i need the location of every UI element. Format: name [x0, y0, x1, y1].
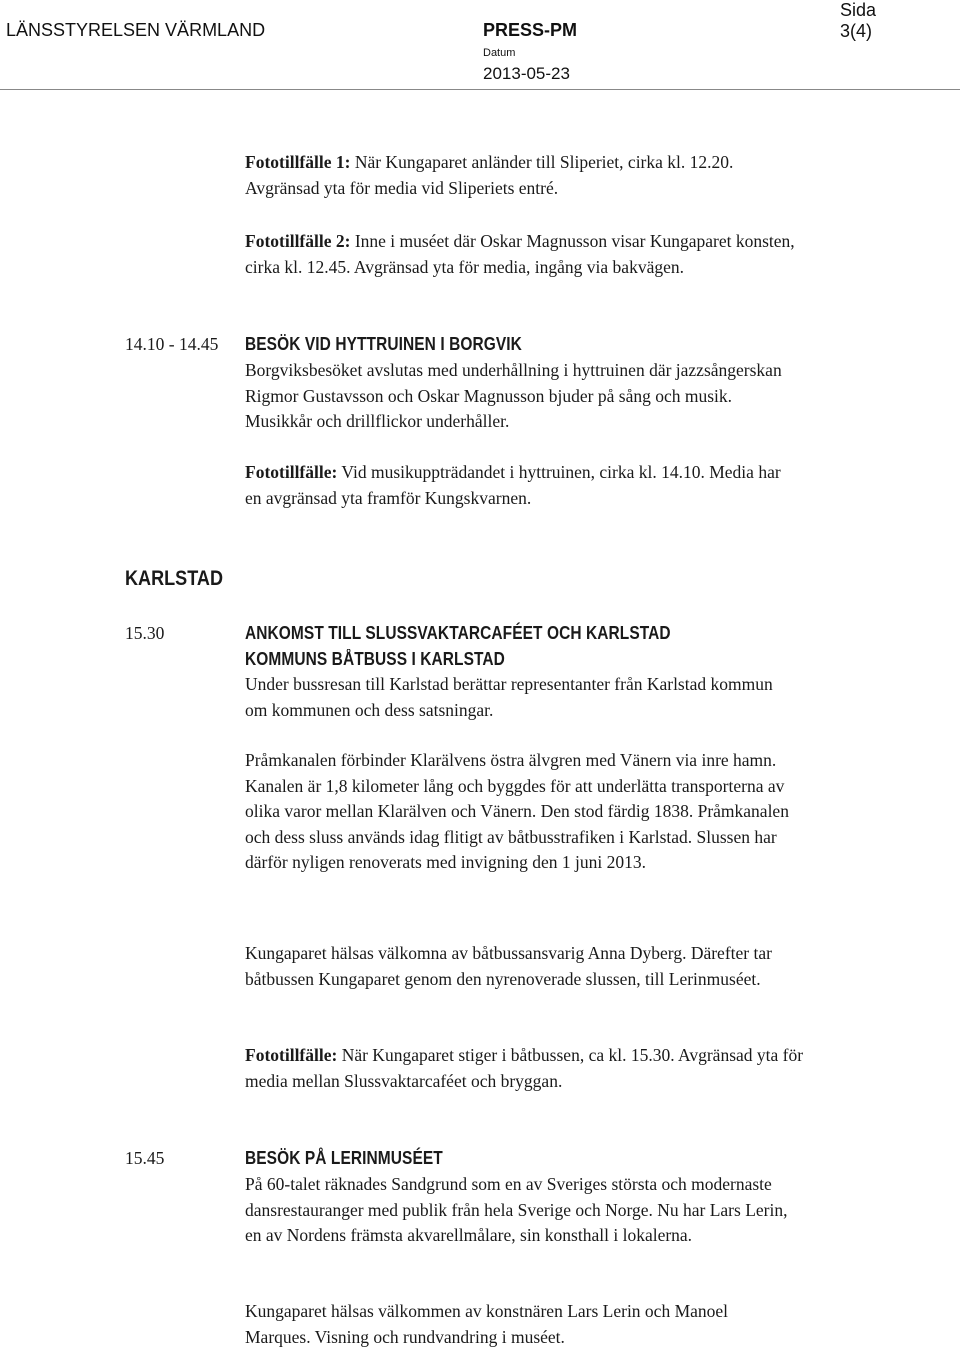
photo-opportunity-text: När Kungaparet stiger i båtbussen, ca kl. 15.30. Avgränsad yta för media mellan Slussvaktarcaféet och bryggan.	[245, 1045, 804, 1091]
event-description: På 60-talet räknades Sandgrund som en av Sveriges största och modernaste dansrestauranger med publik från hela Sverige och Norge. Nu har Lars Lerin, en av Nordens främsta akvarellmålare, sin konsthall i lokalerna.	[245, 1174, 788, 1246]
photo-opportunity-text: När Kungaparet anländer till Sliperiet, cirka kl. 12.20. Avgränsad yta för media vid Sliperiets entré.	[245, 152, 734, 198]
photo-opportunity-text: Vid musikuppträdandet i hyttruinen, cirka kl. 14.10. Media har en avgränsad yta framför Kungskvarnen.	[245, 462, 781, 508]
photo-opportunity-label: Fototillfälle 2:	[245, 231, 351, 251]
photo-opportunity-2	[245, 229, 825, 280]
document-date: 2013-05-23	[483, 64, 570, 83]
date-label: Datum	[483, 47, 516, 59]
document-type: PRESS-PM	[483, 20, 578, 40]
event-time: 15.45	[125, 1148, 165, 1168]
event-time: 14.10 - 14.45	[125, 334, 219, 354]
event-title: ANKOMST TILL SLUSSVAKTARCAFÉET OCH KARLSTAD	[245, 623, 671, 643]
photo-opportunity	[245, 460, 785, 511]
event-time: 15.30	[125, 623, 165, 643]
event-description: Under bussresan till Karlstad berättar representanter från Karlstad kommun om kommunen och dess satsningar.	[245, 674, 773, 720]
photo-opportunity	[245, 1043, 820, 1094]
event-title: BESÖK PÅ LERINMUSÉET	[245, 1148, 443, 1168]
photo-opportunity-1	[245, 150, 790, 201]
photo-opportunity-label: Fototillfälle:	[245, 1045, 338, 1065]
page-number: 3(4)	[840, 21, 873, 41]
event-paragraph-2: Kungaparet hälsas välkommen av konstnären Lars Lerin och Manoel Marques. Visning och rundvandring i muséet.	[245, 1301, 729, 1347]
event-paragraph-3: Kungaparet hälsas välkomna av båtbussansvarig Anna Dyberg. Därefter tar båtbussen Kungaparet genom den nyrenoverade slussen, till Lerinmuséet.	[245, 943, 772, 989]
event-paragraph-2: Pråmkanalen förbinder Klarälvens östra älvgren med Vänern via inre hamn. Kanalen är 1,8 kilometer lång och byggdes för att underlätta transporterna av olika varor mellan Klarälven och Vänern. Den stod färdig 1838. Pråmkanalen och dess sluss används idag flitigt av båtbusstrafiken i Karlstad. Slussen har därför nyligen renoverats med invigning den 1 juni 2013.	[245, 750, 789, 873]
photo-opportunity-label: Fototillfälle 1:	[245, 152, 351, 172]
section-heading: KARLSTAD	[125, 567, 223, 590]
organization-name: LÄNSSTYRELSEN VÄRMLAND	[6, 20, 266, 40]
photo-opportunity-label: Fototillfälle:	[245, 462, 338, 482]
event-description: Borgviksbesöket avslutas med underhållning i hyttruinen där jazzsångerskan Rigmor Gustavsson och Oskar Magnusson bjuder på sång och musik. Musikkår och drillflickor underhåller.	[245, 360, 782, 432]
header-rule	[0, 89, 960, 90]
page-label: Sida	[840, 0, 877, 20]
photo-opportunity-text: Inne i muséet där Oskar Magnusson visar Kungaparet konsten, cirka kl. 12.45. Avgränsad yta för media, ingång via bakvägen.	[245, 231, 795, 277]
event-title-line-2: KOMMUNS BÅTBUSS I KARLSTAD	[245, 649, 505, 669]
event-title: BESÖK VID HYTTRUINEN I BORGVIK	[245, 334, 522, 354]
